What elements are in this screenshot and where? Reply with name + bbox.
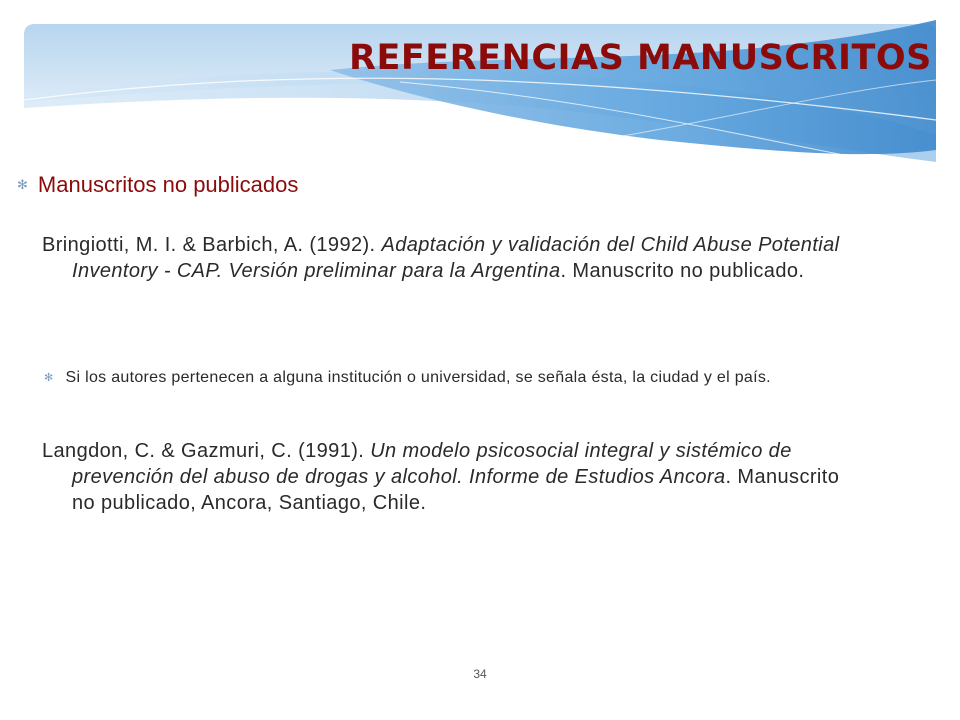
asterisk-bullet-icon: ✻: [44, 371, 54, 384]
reference-title: Un modelo psicosocial integral y sistémico de prevención del abuso de drogas y alcohol. Informe de Estudios Ancora: [72, 440, 792, 488]
reference-details: . Manuscrito no publicado.: [560, 260, 805, 282]
reference-authors-year: Langdon, C. & Gazmuri, C. (1991).: [42, 440, 371, 462]
page-number: 34: [473, 667, 487, 681]
asterisk-bullet-icon: ✻: [17, 177, 28, 193]
reference-authors-year: Bringiotti, M. I. & Barbich, A. (1992).: [42, 234, 382, 256]
header-wave-graphic: [0, 0, 960, 175]
note-text: Si los autores pertenecen a alguna institución o universidad, se señala ésta, la ciudad y el país.: [65, 369, 771, 386]
note-bullet: [44, 368, 834, 388]
subheading: [17, 172, 298, 198]
reference-title: Adaptación y validación del Child Abuse Potential Inventory - CAP. Versión preliminar para la Argentina: [72, 234, 840, 282]
subheading-text: Manuscritos no publicados: [37, 172, 299, 197]
slide-title: REFERENCIAS MANUSCRITOS: [349, 38, 932, 78]
header-wave-band: [0, 0, 960, 175]
reference-entry: [42, 232, 862, 284]
reference-details: . Manuscrito no publicado, Ancora, Santiago, Chile.: [72, 466, 840, 514]
reference-entry: [42, 438, 862, 516]
